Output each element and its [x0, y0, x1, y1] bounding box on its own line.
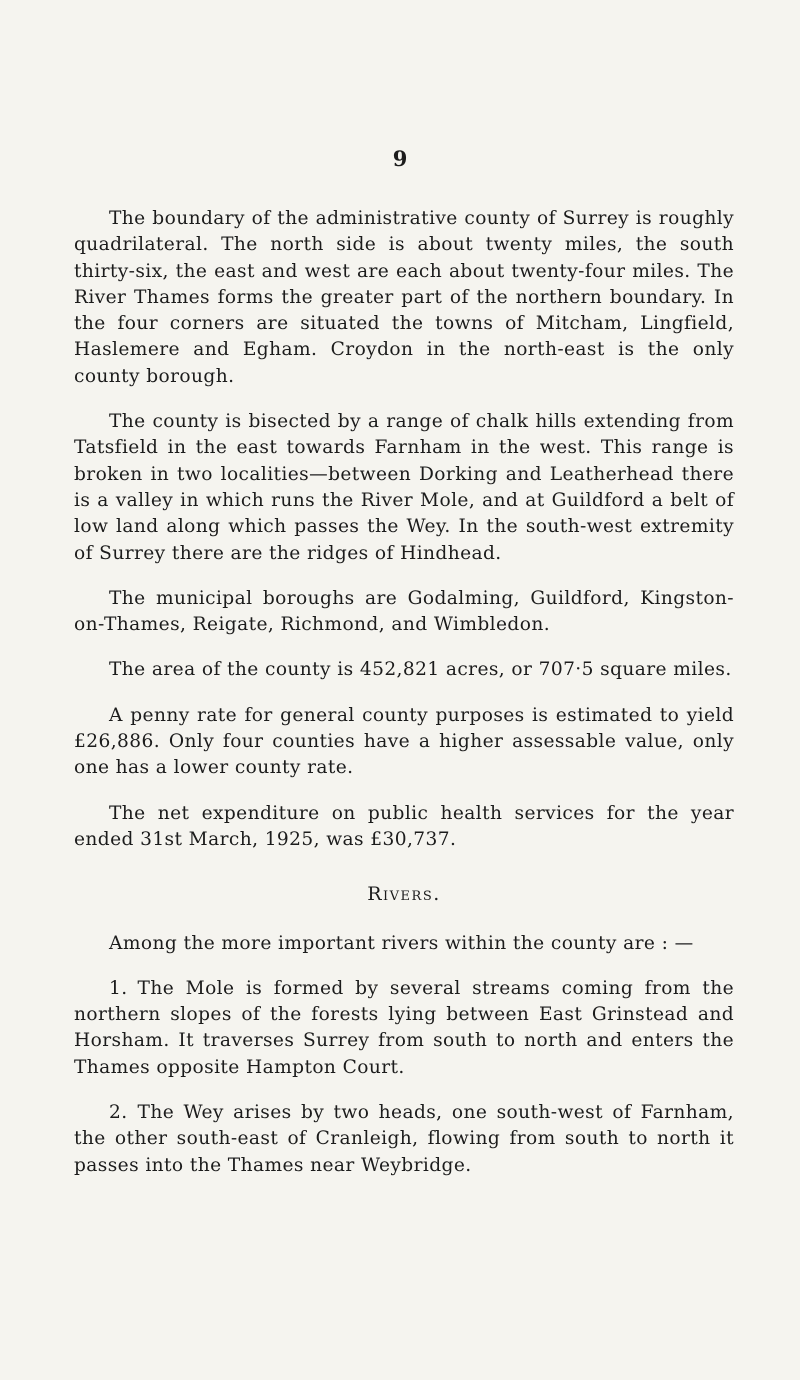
paragraph-municipal-boroughs: The municipal boroughs are Godalming, Guildford, Kingston-on-Thames, Reigate, Richmond, and Wimbledon.	[74, 587, 734, 636]
paragraph-area: The area of the county is 452,821 acres, or 707·5 square miles.	[109, 659, 732, 681]
document-body	[74, 206, 734, 1198]
section-heading-rivers: Rivers.	[367, 883, 441, 906]
list-item-number: 1.	[109, 977, 128, 999]
list-item-text: The Mole is formed by several streams coming from the northern slopes of the forests lying between East Grinstead and Horsham. It traverses Surrey from south to north and enters the Thames opposite Hampton Court.	[74, 977, 734, 1078]
paragraph-penny-rate: A penny rate for general county purposes is estimated to yield £26,886. Only four counties have a higher assessable value, only one has a lower county rate.	[74, 704, 734, 779]
page-number: 9	[392, 146, 408, 171]
paragraph-chalk-hills: The county is bisected by a range of chalk hills extending from Tatsfield in the east towards Farnham in the west. This range is broken in two localities—between Dorking and Leatherhead there is a valley in which runs the River Mole, and at Guildford a belt of low land along which passes the Wey. In the south-west extremity of Surrey there are the ridges of Hindhead.	[74, 411, 734, 564]
river-item-wey	[74, 1100, 734, 1179]
paragraph-expenditure: The net expenditure on public health services for the year ended 31st March, 1925, was £30,737.	[74, 802, 734, 850]
list-item-text: The Wey arises by two heads, one south-west of Farnham, the other south-east of Cranleigh, flowing from south to north it passes into the Thames near Weybridge.	[74, 1102, 734, 1176]
river-item-mole	[74, 976, 734, 1081]
list-item-number: 2.	[109, 1102, 128, 1124]
paragraph-boundary: The boundary of the administrative county of Surrey is roughly quadrilateral. The north side is about twenty miles, the south thirty-six, the east and west are each about twenty-four miles. The River Thames forms the greater part of the northern boundary. In the four corners are situated the towns of Mitcham, Lingfield, Haslemere and Egham. Croydon in the north-east is the only county borough.	[74, 208, 734, 387]
rivers-intro: Among the more important rivers within the county are : —	[109, 932, 694, 954]
